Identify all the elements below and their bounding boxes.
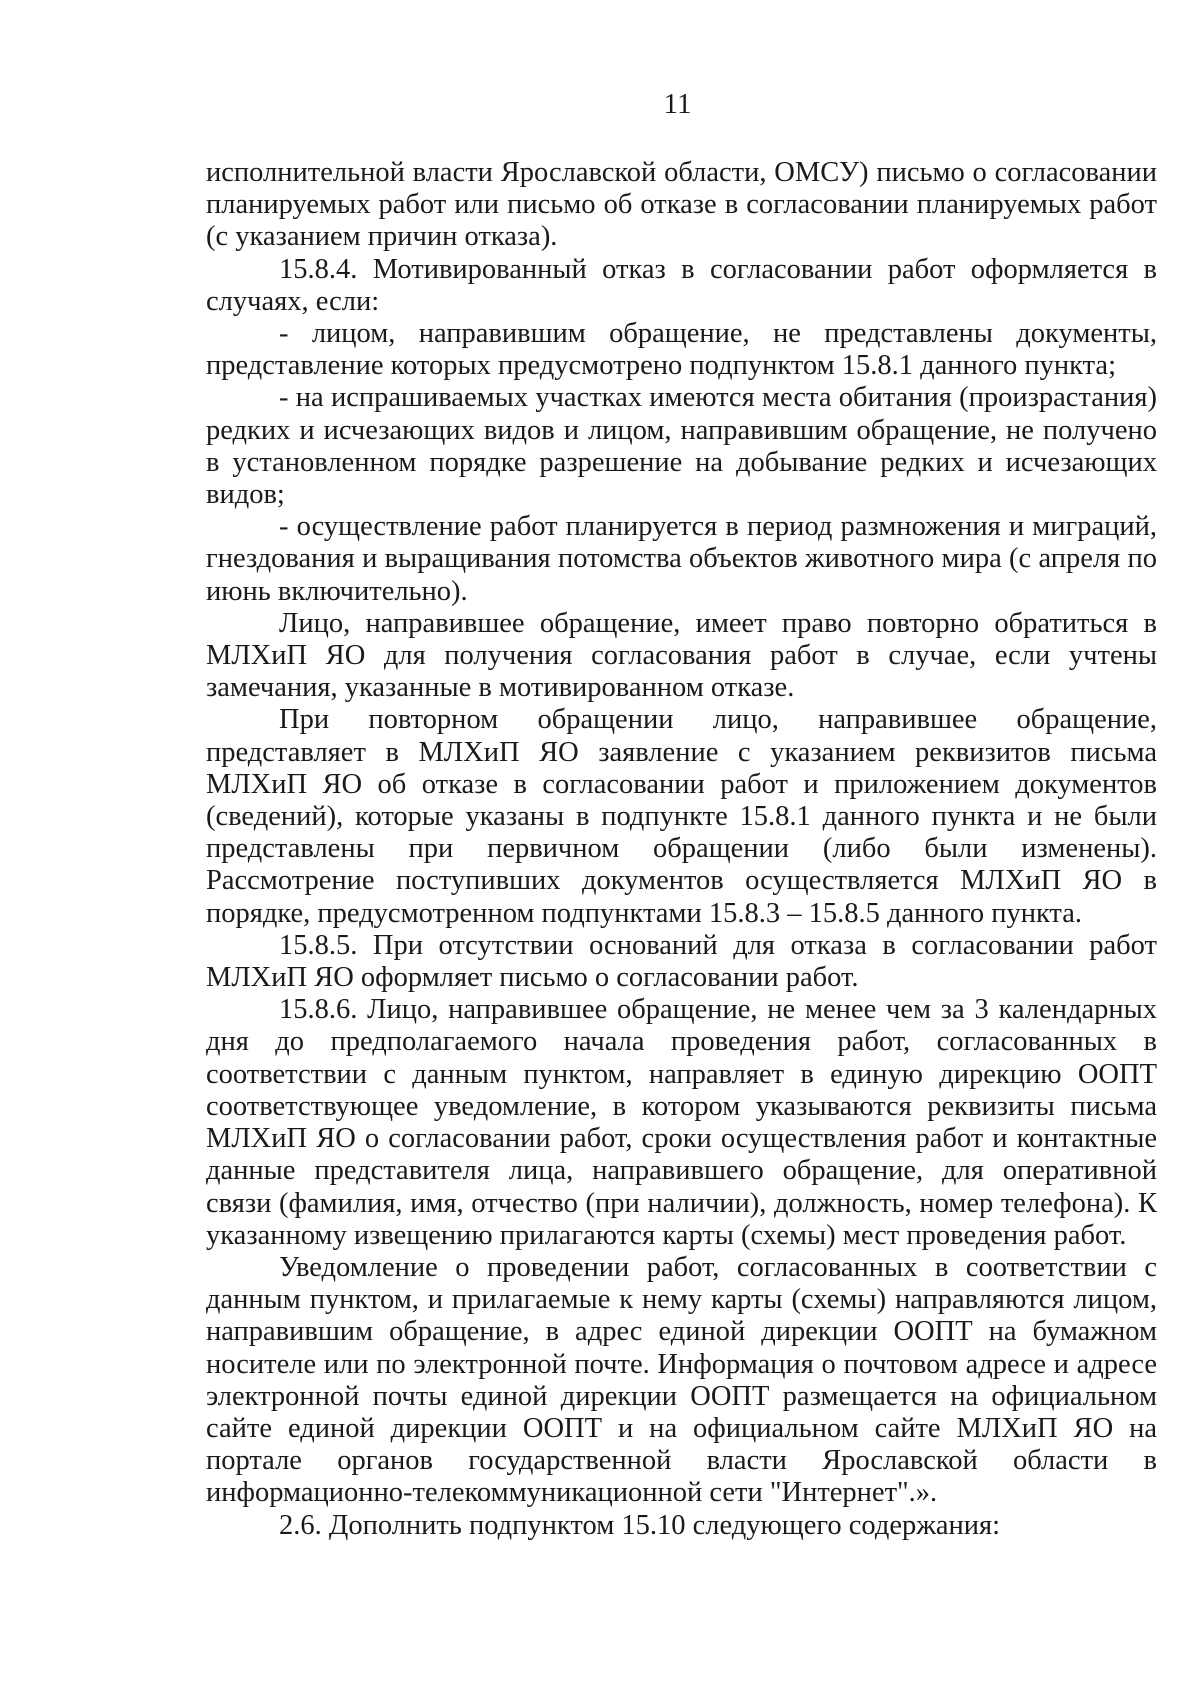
paragraph-15-8-4: 15.8.4. Мотивированный отказ в согласовании работ оформляется в случаях, если: xyxy=(206,253,1157,317)
paragraph-repeat-procedure: При повторном обращении лицо, направившее обращение, представляет в МЛХиП ЯО заявление с указанием реквизитов письма МЛХиП ЯО об отказе в согласовании работ и приложением документов (сведений), которые указаны в подпункте 15.8.1 данного пункта и не были представлены при первичном обращении (либо были изменены). Рассмотрение поступивших документов осуществляется МЛХиП ЯО в порядке, предусмотренном подпунктами 15.8.3 – 15.8.5 данного пункта. xyxy=(206,704,1157,929)
document-body xyxy=(206,157,1157,1542)
list-item-breeding-period: - осуществление работ планируется в период размножения и миграций, гнездования и выращивания потомства объектов животного мира (с апреля по июнь включительно). xyxy=(206,511,1157,607)
paragraph-15-8-6: 15.8.6. Лицо, направившее обращение, не менее чем за 3 календарных дня до предполагаемого начала проведения работ, согласованных в соответствии с данным пунктом, направляет в единую дирекцию ООПТ соответствующее уведомление, в котором указываются реквизиты письма МЛХиП ЯО о согласовании работ, сроки осуществления работ и контактные данные представителя лица, направившего обращение, для оперативной связи (фамилия, имя, отчество (при наличии), должность, номер телефона). К указанному извещению прилагаются карты (схемы) мест проведения работ. xyxy=(206,994,1157,1251)
paragraph-15-8-5: 15.8.5. При отсутствии оснований для отказа в согласовании работ МЛХиП ЯО оформляет письмо о согласовании работ. xyxy=(206,929,1157,994)
paragraph-2-6: 2.6. Дополнить подпунктом 15.10 следующего содержания: xyxy=(279,1509,1001,1541)
paragraph-repeat-right: Лицо, направившее обращение, имеет право повторно обратиться в МЛХиП ЯО для получения согласования работ в случае, если учтены замечания, указанные в мотивированном отказе. xyxy=(206,607,1157,704)
page-number: 11 xyxy=(663,88,692,120)
list-item-rare-species: - на испрашиваемых участках имеются места обитания (произрастания) редких и исчезающих видов и лицом, направившим обращение, не получено в установленном порядке разрешение на добывание редких и исчезающих видов; xyxy=(206,382,1157,511)
paragraph-continuation: исполнительной власти Ярославской области, ОМСУ) письмо о согласовании планируемых работ или письмо об отказе в согласовании планируемых работ (с указанием причин отказа). xyxy=(206,157,1157,253)
list-item-documents-not-provided: - лицом, направившим обращение, не представлены документы, представление которых предусмотрено подпунктом 15.8.1 данного пункта; xyxy=(206,318,1157,382)
paragraph-notification: Уведомление о проведении работ, согласованных в соответствии с данным пунктом, и прилагаемые к нему карты (схемы) направляются лицом, направившим обращение, в адрес единой дирекции ООПТ на бумажном носителе или по электронной почте. Информация о почтовом адресе и адресе электронной почты единой дирекции ООПТ размещается на официальном сайте единой дирекции ООПТ и на официальном сайте МЛХиП ЯО на портале органов государственной власти Ярославской области в информационно-телекоммуникационной сети "Интернет".». xyxy=(206,1251,1157,1509)
